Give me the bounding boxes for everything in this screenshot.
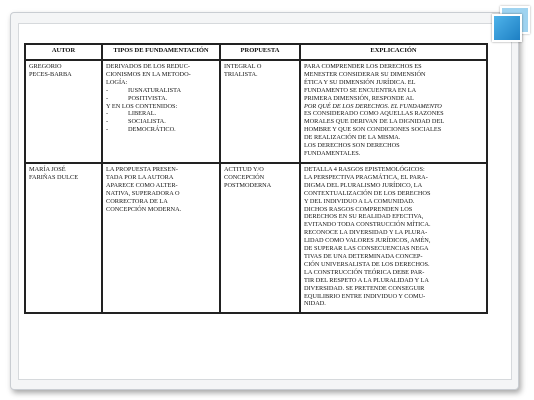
tipos-line: NATIVA, SUPERADORA O [106,189,180,197]
explicacion-line: ES CONSIDERADO COMO AQUELLAS RAZONES [304,110,444,118]
explicacion-line: DE REALIZACIÓN DE LA MISMA. [304,134,401,142]
explicacion-line: DICHOS RASGOS COMPRENDEN LOS [304,205,413,213]
tipos-line: CIONISMOS EN LA METODO- [106,70,191,78]
explicacion-line: LIDAD COMO VALORES JURÍDICOS, AMÉN, [304,237,431,245]
explicacion-line: EVITANDO TODA CONSTRUCCIÓN MÍTICA. [304,221,431,229]
tipos-line: CORRECTORA DE LA [106,197,168,205]
propuesta-line: POSTMODERNA [224,181,272,189]
list-item: - IUSNATURALISTA [106,86,182,94]
explicacion-line: DE SUPERAR LAS CONSECUENCIAS NEGA [304,245,429,253]
explicacion-line: EQUILIBRIO ENTRE INDIVIDUO Y COMU- [304,292,426,300]
autor-line: PECES-BARBA [29,70,72,78]
fundamentacion-table [24,43,488,314]
explicacion-line: FUNDAMENTO SE ENCUENTRA EN LA [304,86,417,94]
list-item: - POSITIVISTA. [106,94,168,102]
explicacion-line: NIDAD. [304,300,326,308]
explicacion-line: FUNDAMENTALES. [304,149,361,157]
cell-explicacion [300,163,487,313]
explicacion-line: POR QUÉ DE LOS DERECHOS. EL FUNDAMENTO [304,102,442,110]
cell-propuesta [220,163,300,313]
explicacion-line: PRIMERA DIMENSIÓN, RESPONDE AL [304,94,414,102]
explicacion-line: LA CONSTRUCCIÓN TEÓRICA DEBE PAR- [304,268,425,276]
cell-propuesta [220,60,300,163]
explicacion-line: CONTEXTUALIZACIÓN DE LOS DERECHOS [304,189,431,197]
list-item: - LIBERAL. [106,110,157,118]
explicacion-line: DETALLA 4 RASGOS EPISTEMOLÓGICOS: [304,166,425,173]
list-item: - DEMOCRÁTICO. [106,126,176,134]
cell-tipos [102,60,220,163]
tipos-line: LOGÍA: [106,78,128,86]
autor-line: FARIÑAS DULCE [29,173,79,181]
propuesta-line: CONCEPCIÓN [224,173,265,181]
explicacion-line: MENESTER CONSIDERAR SU DIMENSIÓN [304,70,426,78]
explicacion-line: DIGMA DEL PLURALISMO JURÍDICO, LA [304,181,423,189]
header-propuesta: PROPUESTA [220,44,300,60]
cell-tipos [102,163,220,313]
explicacion-line: TIR DEL RESPETO A LA PLURALIDAD Y LA [304,276,429,284]
cell-explicacion [300,60,487,163]
explicacion-line: DERECHOS EN SU REALIDAD EFECTIVA, [304,213,424,221]
explicacion-line: RECONOCE LA DIVERSIDAD Y LA PLURA- [304,229,428,237]
explicacion-line: ÉTICA Y SU DIMENSIÓN JURÍDICA. EL [304,78,416,86]
explicacion-line: PARA COMPRENDER LOS DERECHOS ES [304,63,422,70]
header-tipos: TIPOS DE FUNDAMENTACIÓN [102,44,220,60]
explicacion-line: CIÓN UNIVERSALISTA DE LOS DERECHOS. [304,260,430,268]
tipos-line: CONCEPCIÓN MODERNA. [106,205,182,213]
explicacion-line: Y DEL INDIVIDUO A LA COMUNIDAD. [304,197,415,205]
explicacion-line: MORALES QUE DERIVAN DE LA DIGNIDAD DEL [304,118,445,126]
list-item: - SOCIALISTA. [106,118,166,126]
tipos-line: APARECE COMO ALTER- [106,181,178,189]
propuesta-line: INTEGRAL O [224,63,262,70]
tipos-line: Y EN LOS CONTENIDOS: [106,102,178,110]
propuesta-line: TRIALISTA. [224,70,258,78]
header-explicacion: EXPLICACIÓN [300,44,487,60]
header-autor: AUTOR [25,44,102,60]
table-header-row [25,44,487,60]
explicacion-line: LOS DERECHOS SON DERECHOS [304,142,400,150]
explicacion-line: TIVAS DE UNA DETERMINADA CONCEP- [304,252,423,260]
autor-line: GREGORIO [29,63,62,70]
table-row [25,163,487,313]
tipos-line: LA PROPUESTA PRESEN- [106,166,178,173]
autor-line: MARÍA JOSÉ [29,166,66,173]
explicacion-line: DIVERSIDAD. SE PRETENDE CONSEGUIR [304,284,425,292]
tipos-line: DERIVADOS DE LOS REDUC- [106,63,191,70]
tipos-line: TADA POR LA AUTORA [106,173,174,181]
cell-autor [25,163,102,313]
explicacion-line: LA PERSPECTIVA PRAGMÁTICA, EL PARA- [304,173,428,181]
table-row [25,60,487,163]
explicacion-line: HOMBRE Y QUE SON CONDICIONES SOCIALES [304,126,442,134]
propuesta-line: ACTITUD Y/O [224,166,264,173]
cell-autor [25,60,102,163]
copy-pages-icon[interactable] [492,6,528,40]
